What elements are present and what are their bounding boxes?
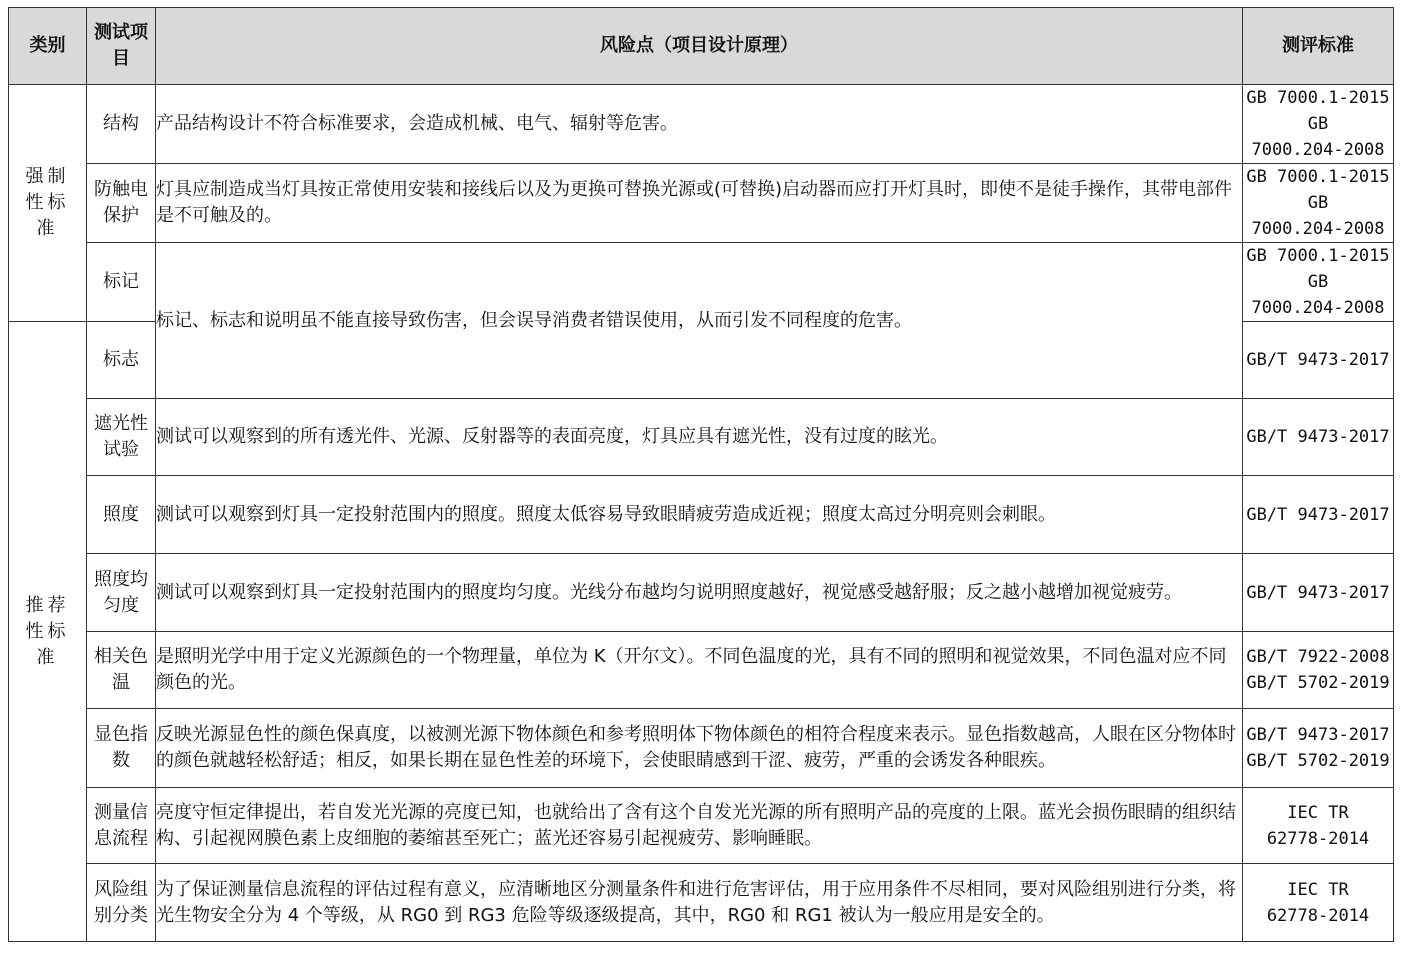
risk-cell: 亮度守恒定律提出，若自发光光源的亮度已知，也就给出了含有这个自发光光源的所有照明产品的亮度的上限。蓝光会损伤眼睛的组织结构、引起视网膜色素上皮细胞的萎缩甚至死亡；蓝光还容易引起视疲劳、影响睡眠。 [156,788,1243,864]
standard-cell: IEC TR 62778-2014 [1243,864,1394,942]
header-item: 测试项目 [87,8,156,85]
table-row [9,709,1394,788]
item-cell: 相关色温 [87,632,156,709]
item-cell: 遮光性试验 [87,399,156,476]
risk-cell: 灯具应制造成当灯具按正常使用安装和接线后以及为更换可替换光源或(可替换)启动器而应打开灯具时，即使不是徒手操作，其带电部件是不可触及的。 [156,164,1243,243]
standards-table [8,7,1394,942]
standard-cell: GB/T 9473-2017 [1243,554,1394,632]
item-cell: 标志 [87,322,156,399]
table-row [9,243,1394,322]
table-row [9,864,1394,942]
table-row [9,554,1394,632]
risk-cell: 反映光源显色性的颜色保真度，以被测光源下物体颜色和参考照明体下物体颜色的相符合程度来表示。显色指数越高，人眼在区分物体时的颜色就越轻松舒适；相反，如果长期在显色性差的环境下，会使眼睛感到干涩、疲劳，严重的会诱发各种眼疾。 [156,709,1243,788]
risk-cell: 测试可以观察到灯具一定投射范围内的照度。照度太低容易导致眼睛疲劳造成近视；照度太高过分明亮则会刺眼。 [156,476,1243,554]
table-row [9,788,1394,864]
table-row [9,399,1394,476]
risk-cell: 产品结构设计不符合标准要求，会造成机械、电气、辐射等危害。 [156,85,1243,164]
header-standard: 测评标准 [1243,8,1394,85]
item-cell: 照度均匀度 [87,554,156,632]
risk-cell: 测试可以观察到的所有透光件、光源、反射器等的表面亮度，灯具应具有遮光性，没有过度的眩光。 [156,399,1243,476]
header-row [9,8,1394,85]
standard-cell: GB/T 9473-2017 GB/T 5702-2019 [1243,709,1394,788]
standard-cell: GB/T 7922-2008 GB/T 5702-2019 [1243,632,1394,709]
item-cell: 结构 [87,85,156,164]
risk-cell: 测试可以观察到灯具一定投射范围内的照度均匀度。光线分布越均匀说明照度越好，视觉感受越舒服；反之越小越增加视觉疲劳。 [156,554,1243,632]
item-cell: 照度 [87,476,156,554]
risk-cell: 标记、标志和说明虽不能直接导致伤害，但会误导消费者错误使用，从而引发不同程度的危害。 [156,243,1243,399]
item-cell: 风险组别分类 [87,864,156,942]
standard-cell: GB 7000.1-2015 GB 7000.204-2008 [1243,164,1394,243]
header-risk: 风险点（项目设计原理） [156,8,1243,85]
risk-cell: 为了保证测量信息流程的评估过程有意义，应清晰地区分测量条件和进行危害评估，用于应用条件不尽相同，要对风险组别进行分类，将光生物安全分为 4 个等级，从 RG0 到 RG3 危险等级逐级提高，其中，RG0 和 RG1 被认为一般应用是安全的。 [156,864,1243,942]
item-cell: 显色指数 [87,709,156,788]
header-category: 类别 [9,8,87,85]
table-row [9,164,1394,243]
risk-cell: 是照明光学中用于定义光源颜色的一个物理量，单位为 K（开尔文）。不同色温度的光，具有不同的照明和视觉效果，不同色温对应不同颜色的光。 [156,632,1243,709]
standard-cell: GB/T 9473-2017 [1243,399,1394,476]
table-row [9,85,1394,164]
category-mandatory: 强制性标准 [9,85,87,322]
table-row [9,632,1394,709]
category-recommended: 推荐性标准 [9,322,87,942]
item-cell: 标记 [87,243,156,322]
standard-cell: GB/T 9473-2017 [1243,322,1394,399]
item-cell: 防触电保护 [87,164,156,243]
standard-cell: IEC TR 62778-2014 [1243,788,1394,864]
standard-cell: GB 7000.1-2015 GB 7000.204-2008 [1243,85,1394,164]
standard-cell: GB/T 9473-2017 [1243,476,1394,554]
table-row [9,476,1394,554]
standard-cell: GB 7000.1-2015 GB 7000.204-2008 [1243,243,1394,322]
item-cell: 测量信息流程 [87,788,156,864]
